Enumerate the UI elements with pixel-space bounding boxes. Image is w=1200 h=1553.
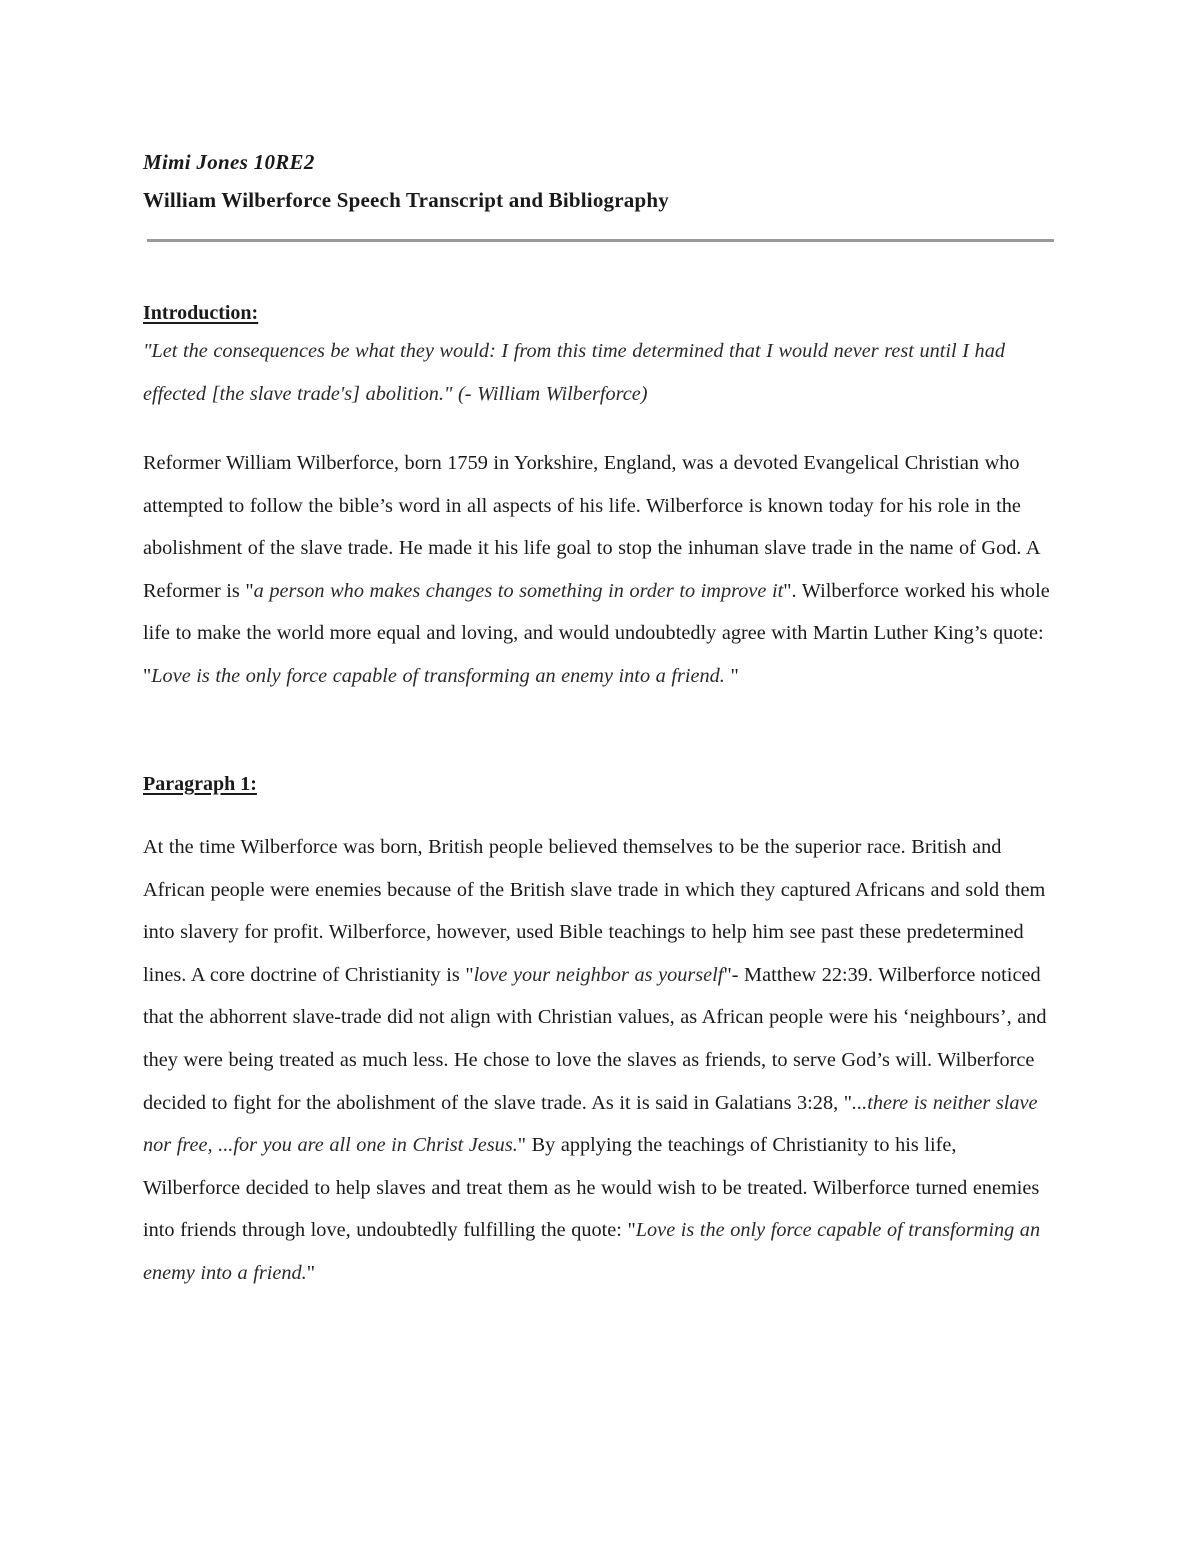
intro-text-1: Reformer William Wilberforce, born 1759 in Yorkshire, England, was a devoted Evangelical Christian who attempted to follow the bible’s word in all aspects of his life. Wilberforce is known today for his role in the abolishment of the slave trade. He made it his life goal to stop the inhuman slave trade in the name of God. A Reformer is " xyxy=(143,452,1040,602)
quote-line-2: effected [the slave trade's] abolition." (- William Wilberforce) xyxy=(143,382,648,405)
introduction-heading: Introduction: xyxy=(143,302,259,324)
horizontal-divider xyxy=(147,239,1054,242)
introduction-paragraph xyxy=(143,442,1058,698)
paragraph-1-heading: Paragraph 1: xyxy=(143,773,257,795)
reformer-definition: a person who makes changes to something in order to improve it xyxy=(253,579,784,602)
intro-text-2: ". Wilberforce worked his whole life to make the world more equal and loving, and would undoubtedly agree with Martin Luther King’s quote: " xyxy=(143,579,1050,687)
matthew-quote: love your neighbor as yourself xyxy=(473,963,724,986)
mlk-quote: Love is the only force capable of transforming an enemy into a friend. xyxy=(151,664,731,687)
document-title: William Wilberforce Speech Transcript and Bibliography xyxy=(143,188,669,212)
galatians-quote: ...there is neither slave nor free, ...for you are all one in Christ Jesus. xyxy=(143,1091,1038,1157)
intro-text-3: " xyxy=(730,664,739,687)
p1-text-2: "- Matthew 22:39. Wilberforce noticed that the abhorrent slave-trade did not align with Christian values, as African people were his ‘neighbours’, and they were being treated as much less. He chose to love the slaves as friends, to serve God’s will. Wilberforce decided to fight for the abolishment of the slave trade. As it is said in Galatians 3:28, " xyxy=(143,963,1047,1114)
p1-text-3: " By applying the teachings of Christianity to his life, Wilberforce decided to help slaves and treat them as he would wish to be treated. Wilberforce turned enemies into friends through love, undoubtedly fulfilling the quote: " xyxy=(143,1134,1040,1242)
quote-line-1: "Let the consequences be what they would: I from this time determined that I would never rest until I had xyxy=(143,340,1005,362)
p1-text-4: " xyxy=(306,1261,315,1284)
p1-text-1: At the time Wilberforce was born, British people believed themselves to be the superior race. British and African people were enemies because of the British slave trade in which they captured Africans and sold them into slavery for profit. Wilberforce, however, used Bible teachings to help him see past these predetermined lines. A core doctrine of Christianity is " xyxy=(143,836,1046,986)
opening-quote xyxy=(143,330,1058,415)
closing-quote: Love is the only force capable of transforming an enemy into a friend. xyxy=(143,1219,1041,1284)
author-line: Mimi Jones 10RE2 xyxy=(143,150,315,174)
paragraph-1-body xyxy=(143,826,1058,1295)
